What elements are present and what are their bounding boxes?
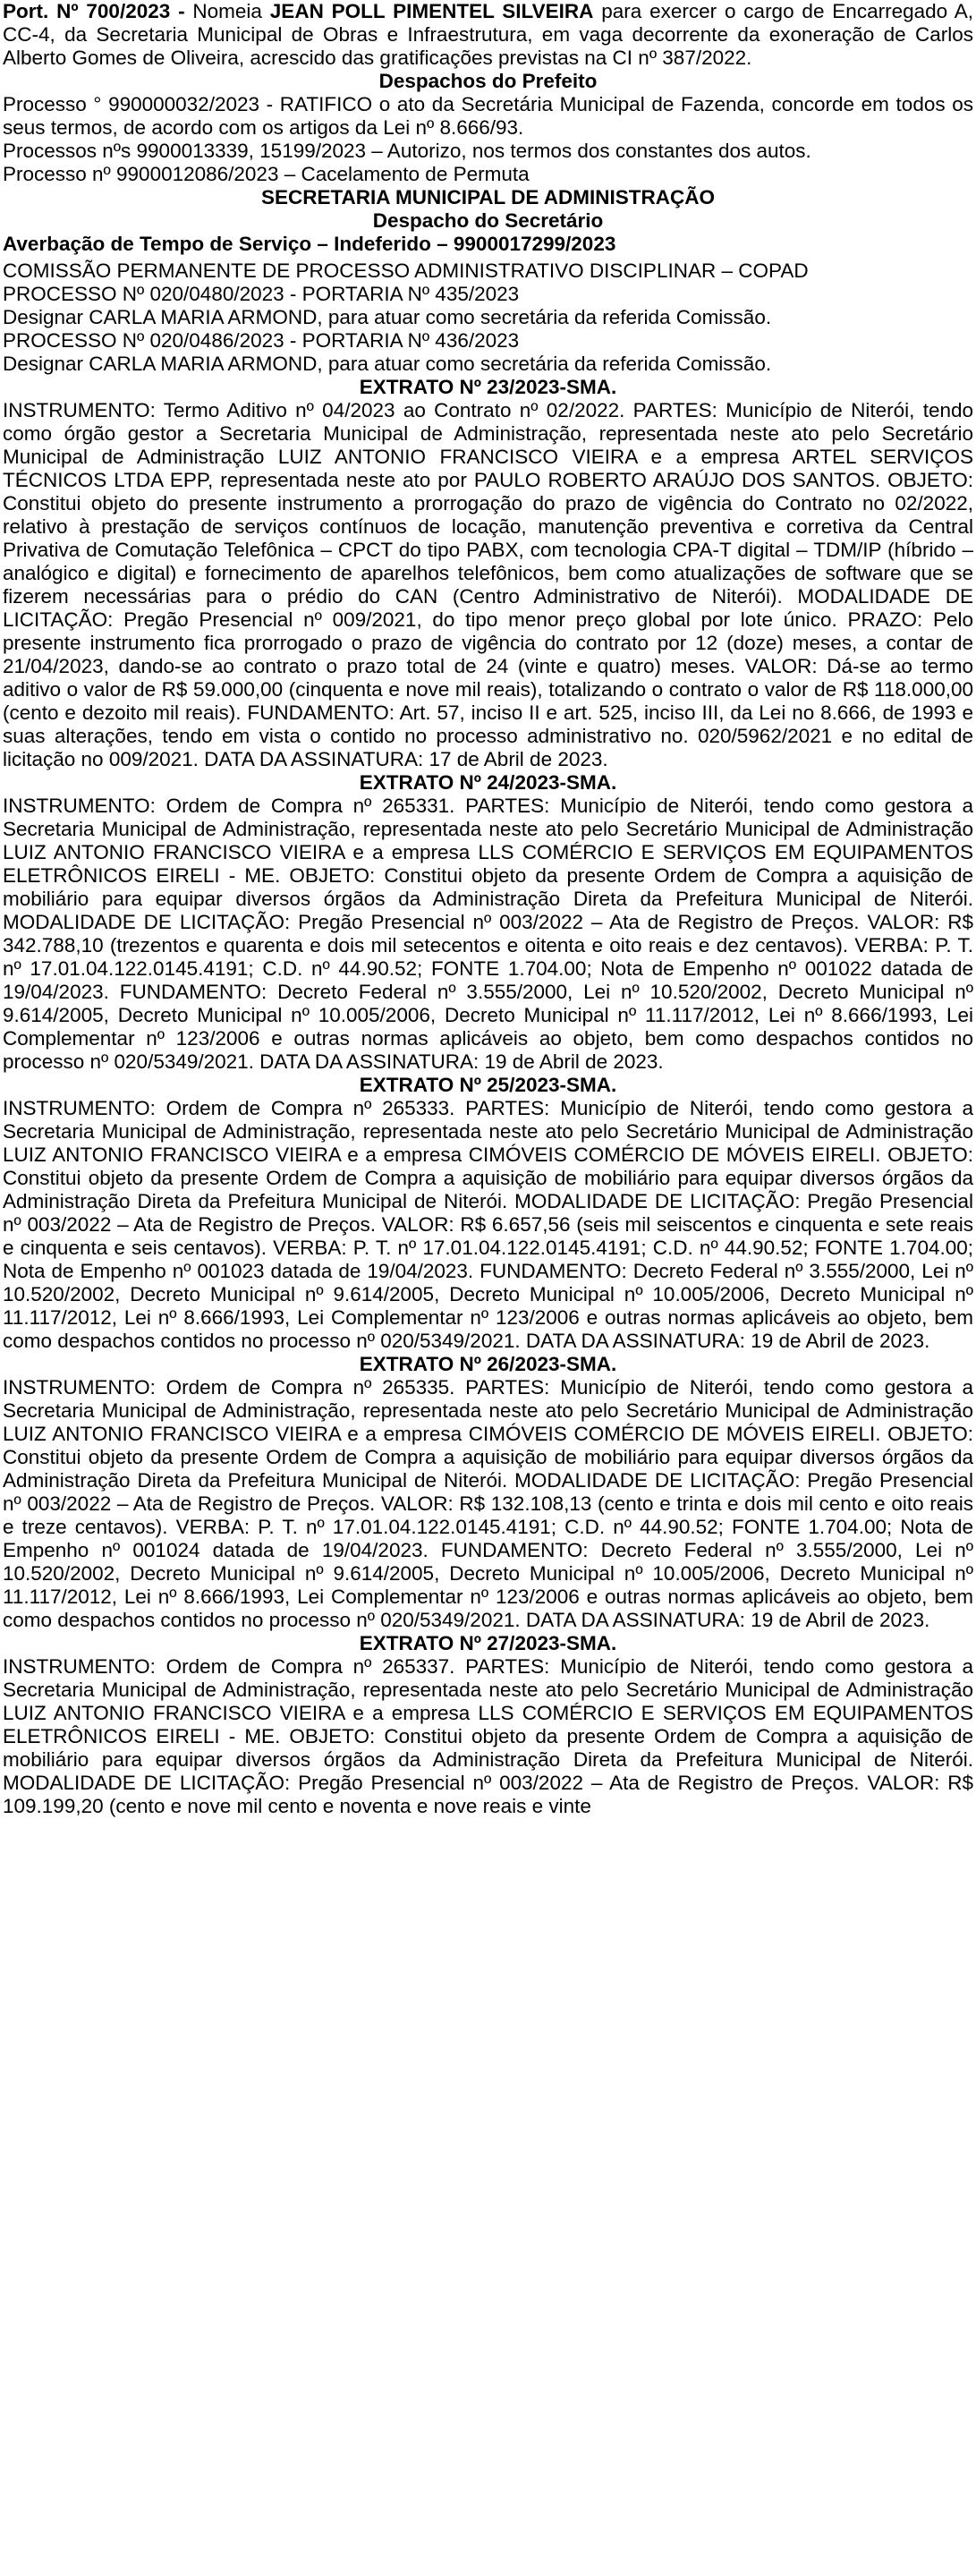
extrato-body: INSTRUMENTO: Ordem de Compra nº 265337. PARTES: Município de Niterói, tendo como gestora a Secretaria Municipal de Administração, representada neste ato pelo Secretário Municipal de Administração LUIZ ANTONIO FRANCISCO VIEIRA e a empresa LLS COMÉRCIO E SERVIÇOS EM EQUIPAMENTOS ELETRÔNICOS EIRELI - ME. OBJETO: Constitui objeto da presente Ordem de Compra a aquisição de mobiliário para equipar diversos órgãos da Administração Direta da Prefeitura Municipal de Niterói. MODALIDADE DE LICITAÇÃO: Pregão Presencial nº 003/2022 – Ata de Registro de Preços. VALOR: R$ 109.199,20 (cento e nove mil cento e noventa e nove reais e vinte (3, 1655, 973, 1817)
portaria-text-1: Nomeia (184, 0, 270, 22)
copad-line: PROCESSO Nº 020/0486/2023 - PORTARIA Nº 436/2023 (3, 329, 520, 352)
despacho-line: Processo ° 990000032/2023 - RATIFICO o ato da Secretária Municipal de Fazenda, concorde em todos os seus termos, de acordo com os artigos da Lei nº 8.666/93. (3, 93, 973, 139)
averbacao-line: Averbação de Tempo de Serviço – Indeferido – 9900017299/2023 (3, 233, 616, 255)
portaria-number: Port. Nº 700/2023 - (3, 0, 185, 22)
copad-line: Designar CARLA MARIA ARMOND, para atuar como secretária da referida Comissão. (3, 353, 772, 375)
despacho-line: Processos nºs 9900013339, 15199/2023 – Autorizo, nos termos dos constantes dos autos. (3, 140, 811, 162)
extrato-title: EXTRATO Nº 23/2023-SMA. (359, 376, 617, 398)
despachos-prefeito-heading: Despachos do Prefeito (378, 70, 598, 92)
extrato-body: INSTRUMENTO: Ordem de Compra nº 265333. PARTES: Município de Niterói, tendo como gestora a Secretaria Municipal de Administração, representada neste ato pelo Secretário Municipal de Administração LUIZ ANTONIO FRANCISCO VIEIRA e a empresa CIMÓVEIS COMÉRCIO DE MÓVEIS EIRELI. OBJETO: Constitui objeto da presente Ordem de Compra a aquisição de mobiliário para equipar diversos órgãos da Administração Direta da Prefeitura Municipal de Niterói. MODALIDADE DE LICITAÇÃO: Pregão Presencial nº 003/2022 – Ata de Registro de Preços. VALOR: R$ 6.657,56 (seis mil seiscentos e cinquenta e sete reais e cinquenta e seis centavos). VERBA: P. T. nº 17.01.04.122.0145.4191; C.D. nº 44.90.52; FONTE 1.704.00; Nota de Empenho nº 001023 datada de 19/04/2023. FUNDAMENTO: Decreto Federal nº 3.555/2000, Lei nº 10.520/2002, Decreto Municipal nº 9.614/2005, Decreto Municipal nº 10.005/2006, Decreto Municipal nº 11.117/2012, Lei nº 8.666/1993, Lei Complementar nº 123/2006 e outras normas aplicáveis ao objeto, bem como despachos contidos no processo nº 020/5349/2021. DATA DA ASSINATURA: 19 de Abril de 2023. (3, 1097, 973, 1352)
portaria-nominee: JEAN POLL PIMENTEL SILVEIRA (269, 0, 594, 22)
copad-line: COMISSÃO PERMANENTE DE PROCESSO ADMINISTRATIVO DISCIPLINAR – COPAD (3, 259, 809, 282)
extrato-title: EXTRATO Nº 26/2023-SMA. (359, 1353, 617, 1375)
extrato-title: EXTRATO Nº 24/2023-SMA. (359, 771, 617, 794)
extrato-title: EXTRATO Nº 27/2023-SMA. (359, 1632, 617, 1654)
extrato-body: INSTRUMENTO: Ordem de Compra nº 265335. PARTES: Município de Niterói, tendo como gestora a Secretaria Municipal de Administração, representada neste ato pelo Secretário Municipal de Administração LUIZ ANTONIO FRANCISCO VIEIRA e a empresa CIMÓVEIS COMÉRCIO DE MÓVEIS EIRELI. OBJETO: Constitui objeto da presente Ordem de Compra a aquisição de mobiliário para equipar diversos órgãos da Administração Direta da Prefeitura Municipal de Niterói. MODALIDADE DE LICITAÇÃO: Pregão Presencial nº 003/2022 – Ata de Registro de Preços. VALOR: R$ 132.108,13 (cento e trinta e dois mil cento e oito reais e treze centavos). VERBA: P. T. nº 17.01.04.122.0145.4191; C.D. nº 44.90.52; FONTE 1.704.00; Nota de Empenho nº 001024 datada de 19/04/2023. FUNDAMENTO: Decreto Federal nº 3.555/2000, Lei nº 10.520/2002, Decreto Municipal nº 9.614/2005, Decreto Municipal nº 10.005/2006, Decreto Municipal nº 11.117/2012, Lei nº 8.666/1993, Lei Complementar nº 123/2006 e outras normas aplicáveis ao objeto, bem como despachos contidos no processo nº 020/5349/2021. DATA DA ASSINATURA: 19 de Abril de 2023. (3, 1376, 973, 1631)
extrato-body: INSTRUMENTO: Termo Aditivo nº 04/2023 ao Contrato nº 02/2022. PARTES: Município de Niterói, tendo como órgão gestor a Secretaria Municipal de Administração, representada neste ato pelo Secretário Municipal de Administração LUIZ ANTONIO FRANCISCO VIEIRA e a empresa ARTEL SERVIÇOS TÉCNICOS LTDA EPP, representada neste ato por PAULO ROBERTO ARAÚJO DOS SANTOS. OBJETO: Constitui objeto do presente instrumento a prorrogação do prazo de vigência do Contrato no 02/2022, relativo à prestação de serviços contínuos de locação, manutenção preventiva e corretiva da Central Privativa de Comutação Telefônica – CPCT do tipo PABX, com tecnologia CPA-T digital – TDM/IP (híbrido – analógico e digital) e fornecimento de aparelhos telefônicos, bem como atualizações de software que se fizerem necessárias para o prédio do CAN (Centro Administrativo de Niterói). MODALIDADE DE LICITAÇÃO: Pregão Presencial nº 009/2021, do tipo menor preço global por lote único. PRAZO: Pelo presente instrumento fica prorrogado o prazo de vigência do contrato por 12 (doze) meses, a contar de 21/04/2023, dando-se ao contrato o prazo total de 24 (vinte e quatro) meses. VALOR: Dá-se ao termo aditivo o valor de R$ 59.000,00 (cinquenta e nove mil reais), totalizando o contrato o valor de R$ 118.000,00 (cento e dezoito mil reais). FUNDAMENTO: Art. 57, inciso II e art. 525, inciso III, da Lei no 8.666, de 1993 e suas alterações, tendo em vista o contido no processo administrativo no. 020/5962/2021 e no edital de licitação no 009/2021. DATA DA ASSINATURA: 17 de Abril de 2023. (3, 399, 973, 770)
extrato-title: EXTRATO Nº 25/2023-SMA. (359, 1074, 617, 1096)
sma-subheading: Despacho do Secretário (372, 209, 604, 232)
extrato-body: INSTRUMENTO: Ordem de Compra nº 265331. PARTES: Município de Niterói, tendo como gestora a Secretaria Municipal de Administração, representada neste ato pelo Secretário Municipal de Administração LUIZ ANTONIO FRANCISCO VIEIRA e a empresa LLS COMÉRCIO E SERVIÇOS EM EQUIPAMENTOS ELETRÔNICOS EIRELI - ME. OBJETO: Constitui objeto da presente Ordem de Compra a aquisição de mobiliário para equipar diversos órgãos da Administração Direta da Prefeitura Municipal de Niterói. MODALIDADE DE LICITAÇÃO: Pregão Presencial nº 003/2022 – Ata de Registro de Preços. VALOR: R$ 342.788,10 (trezentos e quarenta e dois mil setecentos e oitenta e oito reais e dez centavos). VERBA: P. T. nº 17.01.04.122.0145.4191; C.D. nº 44.90.52; FONTE 1.704.00; Nota de Empenho nº 001022 datada de 19/04/2023. FUNDAMENTO: Decreto Federal nº 3.555/2000, Lei nº 10.520/2002, Decreto Municipal nº 9.614/2005, Decreto Municipal nº 10.005/2006, Decreto Municipal nº 11.117/2012, Lei nº 8.666/1993, Lei Complementar nº 123/2006 e outras normas aplicáveis ao objeto, bem como despachos contidos no processo nº 020/5349/2021. DATA DA ASSINATURA: 19 de Abril de 2023. (3, 795, 973, 1073)
portaria-paragraph (3, 0, 973, 70)
despacho-line: Processo nº 9900012086/2023 – Cacelamento de Permuta (3, 163, 530, 185)
portaria-text-2: para exercer o cargo de Encarregado A, CC-4, da Secretaria Municipal de Obras e Infraestrutura, em vaga decorrente da exoneração de Carlos Alberto Gomes de Oliveira, acrescido das gratificações previstas na CI nº 387/2022. (3, 0, 973, 69)
copad-line: Designar CARLA MARIA ARMOND, para atuar como secretária da referida Comissão. (3, 306, 772, 328)
sma-heading: SECRETARIA MUNICIPAL DE ADMINISTRAÇÃO (260, 186, 716, 208)
copad-line: PROCESSO Nº 020/0480/2023 - PORTARIA Nº 435/2023 (3, 283, 520, 305)
